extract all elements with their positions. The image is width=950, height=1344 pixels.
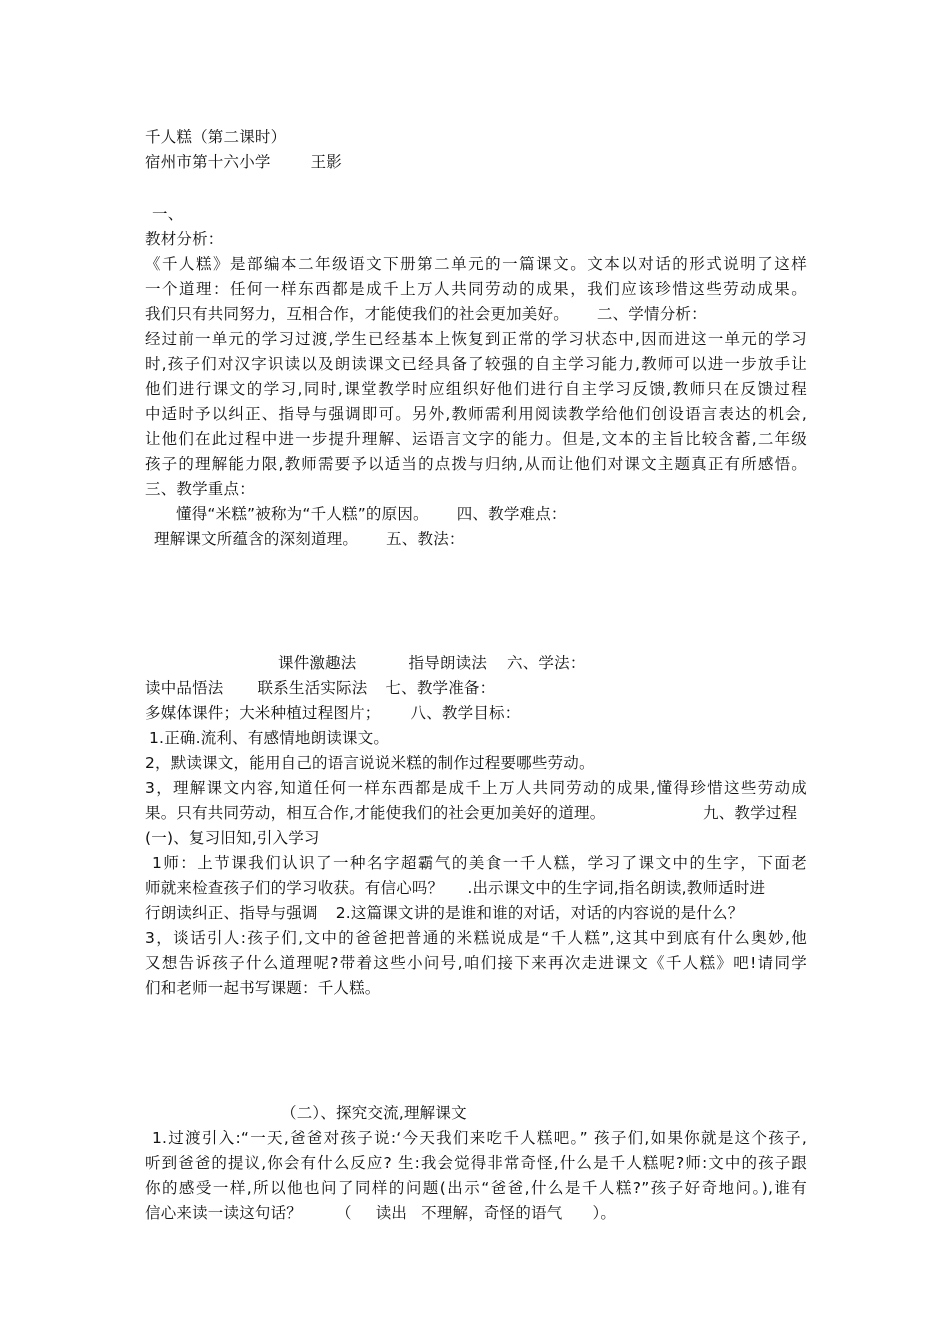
part-2-line: 听到爸爸的提议,你会有什么反应? 生:我会觉得非常奇怪,什么是千人糕呢?师:文中的孩子跟 — [145, 1154, 807, 1172]
section-2-heading: 二、学情分析： — [596, 305, 707, 323]
part-1-text: 行朗读纠正、指导与强调 — [145, 904, 318, 922]
part-2-text: （ — [336, 1204, 352, 1222]
key-point-line — [176, 502, 567, 526]
part-1-text: 师就来检查孩子们的学习收获。有信心吗？ — [145, 879, 444, 897]
situation-line: 让他们在此过程中进一步提升理解、运语言文字的能力。但是,文本的主旨比较含蓄,二年级 — [145, 430, 807, 448]
section-1-heading: 教材分析： — [145, 230, 224, 248]
section-6-heading: 六、学法： — [507, 654, 586, 672]
byline — [145, 150, 342, 174]
section-1-number: 一、 — [152, 205, 184, 223]
section-5-heading: 五、教法： — [386, 530, 465, 548]
part-1-line — [145, 901, 743, 925]
learn-life: 联系生活实际法 — [257, 679, 368, 697]
goal-3-line-2: 果。只有共同劳动，相互合作,才能使我们的社会更加美好的道理。 — [145, 804, 606, 822]
analysis-last-line — [145, 302, 707, 326]
method-courseware: 课件激趣法 — [278, 654, 357, 672]
part-2-text: 信心来读一读这句话？ — [145, 1204, 303, 1222]
school-name: 宿州市第十六小学 — [145, 153, 271, 171]
situation-line: 时,孩子们对汉字识读以及朗读课文已经具备了较强的自主学习能力,教师可以进一步放手让 — [145, 355, 807, 373]
part-2-text: ）。 — [592, 1204, 617, 1222]
analysis-line: 一个道理：任何一样东西都是成千上万人共同劳动的成果，我们应该珍惜这些劳动成果。 — [145, 280, 807, 298]
difficulty-text: 理解课文所蕴含的深刻道理。 — [154, 530, 359, 548]
goal-2: 2，默读课文，能用自己的语言说说米糕的制作过程要哪些劳动。 — [145, 754, 595, 772]
part-1-line: 3，谈话引人:孩子们,文中的爸爸把普通的米糕说成是“千人糕”,这其中到底有什么奥妙,他 — [145, 929, 807, 947]
part-1-line — [145, 876, 765, 900]
analysis-line: 《千人糕》是部编本二年级语文下册第二单元的一篇课文。文本以对话的形式说明了这样 — [145, 255, 807, 273]
part-2-text: 不理解，奇怪的语气 — [421, 1204, 563, 1222]
part-2-line — [145, 1201, 616, 1225]
goal-1: 1.正确.流利、有感情地朗读课文。 — [149, 729, 390, 747]
doc-title: 千人糕（第二课时） — [145, 128, 287, 146]
section-7-heading: 七、教学准备： — [385, 679, 496, 697]
prep-text: 多媒体课件；大米种植过程图片； — [145, 704, 381, 722]
part-1-line: 1师：上节课我们认识了一种名字超霸气的美食一千人糕，学习了课文中的生字，下面老 — [152, 854, 807, 872]
learn-reading: 读中品悟法 — [145, 679, 224, 697]
learning-line — [145, 676, 495, 700]
analysis-text: 我们只有共同努力，互相合作，才能使我们的社会更加美好。 — [145, 305, 569, 323]
part-1-line: 又想告诉孩子什么道理呢?带着这些小问号,咱们接下来再次走进课文《千人糕》吧!请同学 — [145, 954, 807, 972]
author-name: 王影 — [310, 153, 343, 171]
part-2-text: 读出 — [375, 1204, 408, 1222]
part-1-line: 们和老师一起书写课题：千人糕。 — [145, 979, 381, 997]
goal-3-line-1: 3，理解课文内容,知道任何一样东西都是成千上万人共同劳动的成果,懂得珍惜这些劳动成 — [145, 779, 807, 797]
situation-line: 经过前一单元的学习过渡,学生已经基本上恢复到正常的学习状态中,因而进这一单元的学习 — [145, 330, 807, 348]
methods-line — [278, 651, 586, 675]
key-point-text: 懂得“米糕”被称为“千人糕”的原因。 — [176, 505, 429, 523]
situation-line: 中适时予以纠正、指导与强调即可。另外,教师需利用阅读教学给他们创设语言表达的机会, — [145, 405, 807, 423]
part-1-heading: (一)、复习旧知,引入学习 — [145, 829, 320, 847]
section-8-heading: 八、教学目标： — [410, 704, 521, 722]
part-1-text: 2.这篇课文讲的是谁和谁的对话，对话的内容说的是什么？ — [335, 904, 744, 922]
section-3-heading: 三、教学重点： — [145, 480, 255, 498]
situation-line: 孩子的理解能力限,教师需要予以适当的点拨与归纳,从而让他们对课文主题真正有所感悟。 — [145, 455, 807, 473]
prep-line — [145, 701, 520, 725]
part-1-text: .出示课文中的生字词,指名朗读,教师适时进 — [467, 879, 766, 897]
part-2-heading: （二）、探究交流,理解课文 — [281, 1104, 467, 1122]
part-2-line: 1.过渡引入:“一天,爸爸对孩子说:‘今天我们来吃千人糕吧。” 孩子们,如果你就是这个孩子, — [152, 1129, 807, 1147]
part-2-line: 你的感受一样,所以他也问了同样的问题(出示“爸爸,什么是千人糕?”孩子好奇地问。),谁有 — [145, 1179, 807, 1197]
difficulty-line — [154, 527, 465, 551]
method-reading: 指导朗读法 — [408, 654, 488, 672]
situation-line: 他们进行课文的学习,同时,课堂教学时应组织好他们进行自主学习反馈,教师只在反馈过程 — [145, 380, 807, 398]
section-4-heading: 四、教学难点： — [456, 505, 567, 523]
section-9-heading: 九、教学过程 — [703, 804, 798, 822]
